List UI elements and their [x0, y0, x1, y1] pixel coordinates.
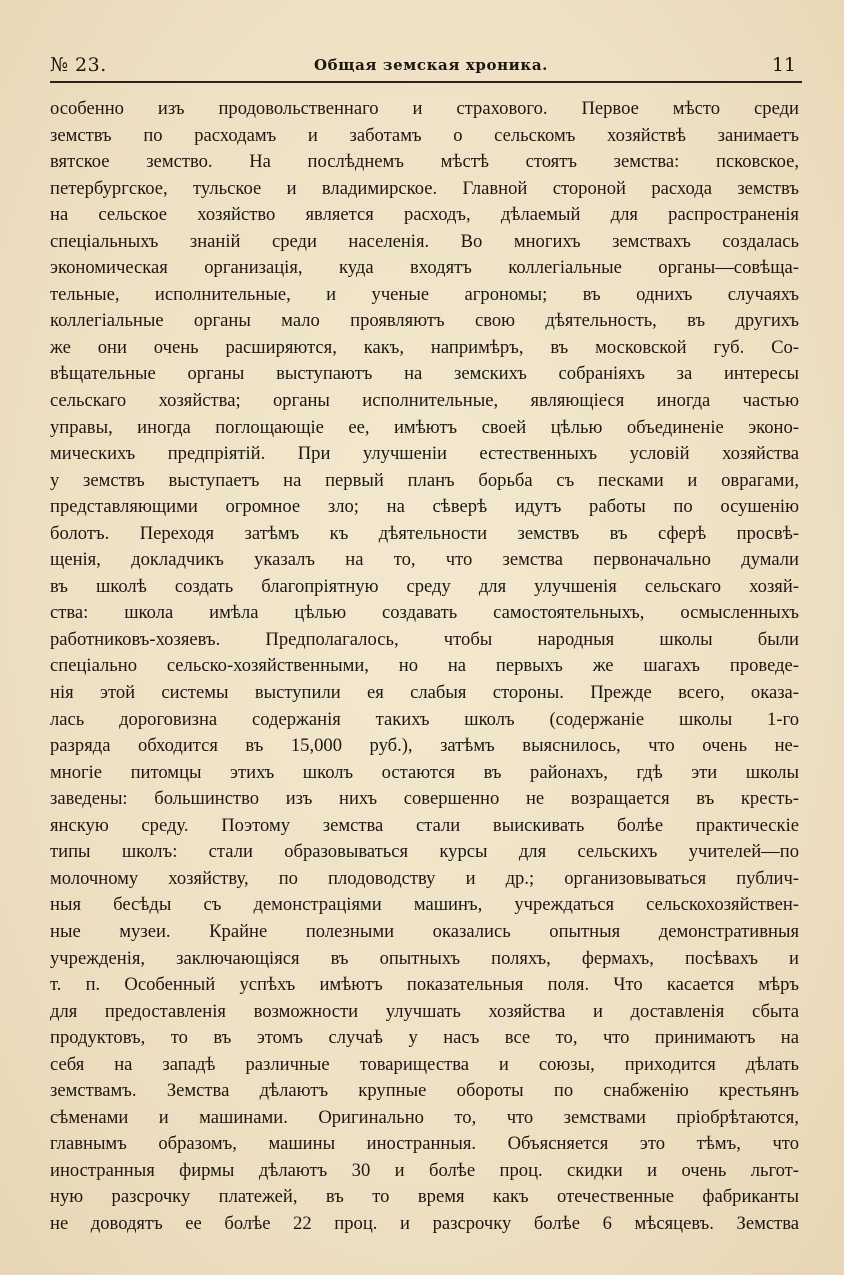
- text-line: не доводятъ ее болѣе 22 проц. и разсрочку болѣе 6 мѣсяцевъ. Земства: [50, 1212, 799, 1234]
- text-line: главнымъ образомъ, машины иностранныя. Объясняется это тѣмъ, что: [50, 1133, 799, 1155]
- text-line: мическихъ предпріятій. При улучшеніи естественныхъ условій хозяйства: [50, 443, 799, 465]
- text-line: на сельское хозяйство является расходъ, дѣлаемый для распространенія: [50, 204, 799, 226]
- text-line: же они очень расширяются, какъ, напримѣръ, въ московской губ. Со-: [50, 336, 799, 358]
- text-line: щенія, докладчикъ указалъ на то, что земства первоначально думали: [50, 549, 799, 571]
- text-line: учрежденія, заключающіяся въ опытныхъ поляхъ, фермахъ, посѣвахъ и: [50, 947, 799, 969]
- text-line: у земствъ выступаетъ на первый планъ борьба съ песками и оврагами,: [50, 469, 799, 491]
- text-line: лась дороговизна содержанія такихъ школъ (содержаніе школы 1-го: [50, 708, 799, 730]
- text-line: ства: школа имѣла цѣлью создавать самостоятельныхъ, осмысленныхъ: [50, 602, 799, 624]
- text-line: вѣщательные органы выступаютъ на земскихъ собраніяхъ за интересы: [50, 363, 799, 385]
- text-line: иностранныя фирмы дѣлаютъ 30 и болѣе проц. скидки и очень льгот-: [50, 1159, 799, 1181]
- text-line: особенно изъ продовольственнаго и страхового. Первое мѣсто среди: [50, 98, 799, 119]
- page-number: 11: [771, 54, 796, 76]
- text-line: типы школъ: стали образовываться курсы для сельскихъ учителей—по: [50, 841, 799, 863]
- text-line: ную разсрочку платежей, въ то время какъ отечественные фабриканты: [50, 1186, 799, 1208]
- text-line: молочному хозяйству, по плодоводству и др.; организовываться публич-: [50, 867, 799, 889]
- running-header: [50, 50, 802, 80]
- issue-number: № 23.: [50, 54, 107, 76]
- text-line: спеціальныхъ знаній среди населенія. Во многихъ земствахъ создалась: [50, 230, 799, 252]
- text-line: представляющими огромное зло; на сѣверѣ идутъ работы по осушенію: [50, 496, 799, 518]
- text-line: управы, иногда поглощающіе ее, имѣютъ своей цѣлью объединеніе эконо-: [50, 416, 799, 438]
- section-title: Общая земская хроника.: [314, 56, 548, 74]
- text-line: сельскаго хозяйства; органы исполнительные, являющіеся иногда частью: [50, 390, 799, 412]
- text-line: разряда обходится въ 15,000 руб.), затѣмъ выяснилось, что очень не-: [50, 735, 799, 757]
- text-line: коллегіальные органы мало проявляютъ свою дѣятельность, въ другихъ: [50, 310, 799, 332]
- text-line: многіе питомцы этихъ школъ остаются въ районахъ, гдѣ эти школы: [50, 761, 799, 783]
- text-line: для предоставленія возможности улучшать хозяйства и доставленія сбыта: [50, 1000, 799, 1022]
- text-line: ныя бесѣды съ демонстраціями машинъ, учреждаться сельскохозяйствен-: [50, 894, 799, 916]
- text-line: янскую среду. Поэтому земства стали выискивать болѣе практическіе: [50, 814, 799, 836]
- text-line: спеціально сельско-хозяйственными, но на первыхъ же шагахъ проведе-: [50, 655, 799, 677]
- text-line: т. п. Особенный успѣхъ имѣютъ показательныя поля. Что касается мѣръ: [50, 974, 799, 996]
- text-line: заведены: большинство изъ нихъ совершенно не возращается въ кресть-: [50, 788, 799, 810]
- text-line: тельные, исполнительные, и ученые агрономы; въ однихъ случаяхъ: [50, 283, 799, 305]
- text-line: петербургское, тульское и владимирское. Главной стороной расхода земствъ: [50, 177, 799, 199]
- text-line: ные музеи. Крайне полезными оказались опытныя демонстративныя: [50, 920, 799, 942]
- text-line: экономическая организація, куда входятъ коллегіальные органы—совѣща-: [50, 257, 799, 279]
- body-text: [50, 96, 799, 1238]
- text-line: сѣменами и машинами. Оригинально то, что земствами пріобрѣтаются,: [50, 1106, 799, 1128]
- text-line: болотъ. Переходя затѣмъ къ дѣятельности земствъ въ сферѣ просвѣ-: [50, 522, 799, 544]
- text-line: нія этой системы выступили ея слабыя стороны. Прежде всего, оказа-: [50, 682, 799, 704]
- text-line: земствамъ. Земства дѣлаютъ крупные обороты по снабженію крестьянъ: [50, 1080, 799, 1102]
- text-line: продуктовъ, то въ этомъ случаѣ у насъ все то, что принимаютъ на: [50, 1027, 799, 1049]
- header-rule: [50, 81, 802, 83]
- text-line: земствъ по расходамъ и заботамъ о сельскомъ хозяйствѣ занимаетъ: [50, 124, 799, 146]
- text-line: себя на западѣ различные товарищества и союзы, приходится дѣлать: [50, 1053, 799, 1075]
- text-line: работниковъ-хозяевъ. Предполагалось, чтобы народныя школы были: [50, 628, 799, 650]
- text-line: въ школѣ создать благопріятную среду для улучшенія сельскаго хозяй-: [50, 575, 799, 597]
- text-line: вятское земство. На послѣднемъ мѣстѣ стоятъ земства: псковское,: [50, 151, 799, 173]
